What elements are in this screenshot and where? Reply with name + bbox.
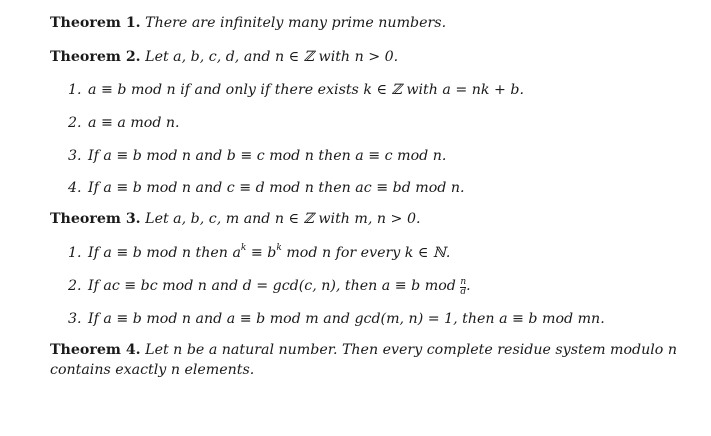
item-text-c: mod n for every k ∈ ℕ. (281, 245, 451, 261)
theorem-2-item-3 (68, 148, 446, 164)
item-text: If a ≡ b mod n and a ≡ b mod m and gcd(m, n) = 1, then a ≡ b mod mn. (88, 311, 605, 327)
item-number: 3. (68, 311, 82, 327)
theorem-3 (50, 211, 421, 227)
item-text: If a ≡ b mod n and c ≡ d mod n then ac ≡ bd mod n. (88, 180, 465, 196)
theorem-3-item-1 (68, 245, 450, 261)
theorem-4-statement-line1: Let n be a natural number. Then every complete residue system modulo n (145, 342, 677, 358)
theorem-2-item-4 (68, 180, 465, 196)
fraction-numerator: n (460, 277, 467, 287)
item-number: 4. (68, 180, 82, 196)
theorem-4-line2 (50, 362, 254, 378)
theorem-2-label: Theorem 2. (50, 49, 141, 65)
theorem-2-item-1 (68, 82, 524, 98)
theorem-3-label: Theorem 3. (50, 211, 141, 227)
fraction-denominator: d (460, 287, 467, 297)
item-number: 1. (68, 82, 82, 98)
theorem-3-item-2 (68, 278, 471, 297)
theorem-1-label: Theorem 1. (50, 15, 141, 31)
superscript: k (276, 243, 282, 253)
item-text-b: ≡ b (246, 245, 277, 261)
item-text-a: If a ≡ b mod n then a (88, 245, 241, 261)
item-number: 2. (68, 115, 82, 131)
theorem-1 (50, 15, 446, 31)
item-text-b: . (466, 278, 471, 294)
theorem-1-statement: There are infinitely many prime numbers. (145, 15, 447, 31)
theorem-3-item-3 (68, 311, 605, 327)
theorem-2 (50, 49, 398, 65)
item-text: a ≡ a mod n. (88, 115, 180, 131)
item-text: If a ≡ b mod n and b ≡ c mod n then a ≡ c mod n. (88, 148, 447, 164)
theorem-4 (50, 342, 677, 358)
theorem-4-statement-line2: contains exactly n elements. (50, 362, 255, 378)
theorem-2-statement: Let a, b, c, d, and n ∈ ℤ with n > 0. (145, 49, 399, 65)
item-text: a ≡ b mod n if and only if there exists k ∈ ℤ with a = nk + b. (88, 82, 524, 98)
item-text-a: If ac ≡ bc mod n and d = gcd(c, n), then a ≡ b mod (88, 278, 461, 294)
theorem-2-item-2 (68, 115, 180, 131)
theorem-4-label: Theorem 4. (50, 342, 141, 358)
item-number: 2. (68, 278, 82, 294)
superscript: k (240, 243, 247, 253)
item-number: 3. (68, 148, 82, 164)
theorem-3-statement: Let a, b, c, m and n ∈ ℤ with m, n > 0. (145, 211, 421, 227)
item-number: 1. (68, 245, 82, 261)
